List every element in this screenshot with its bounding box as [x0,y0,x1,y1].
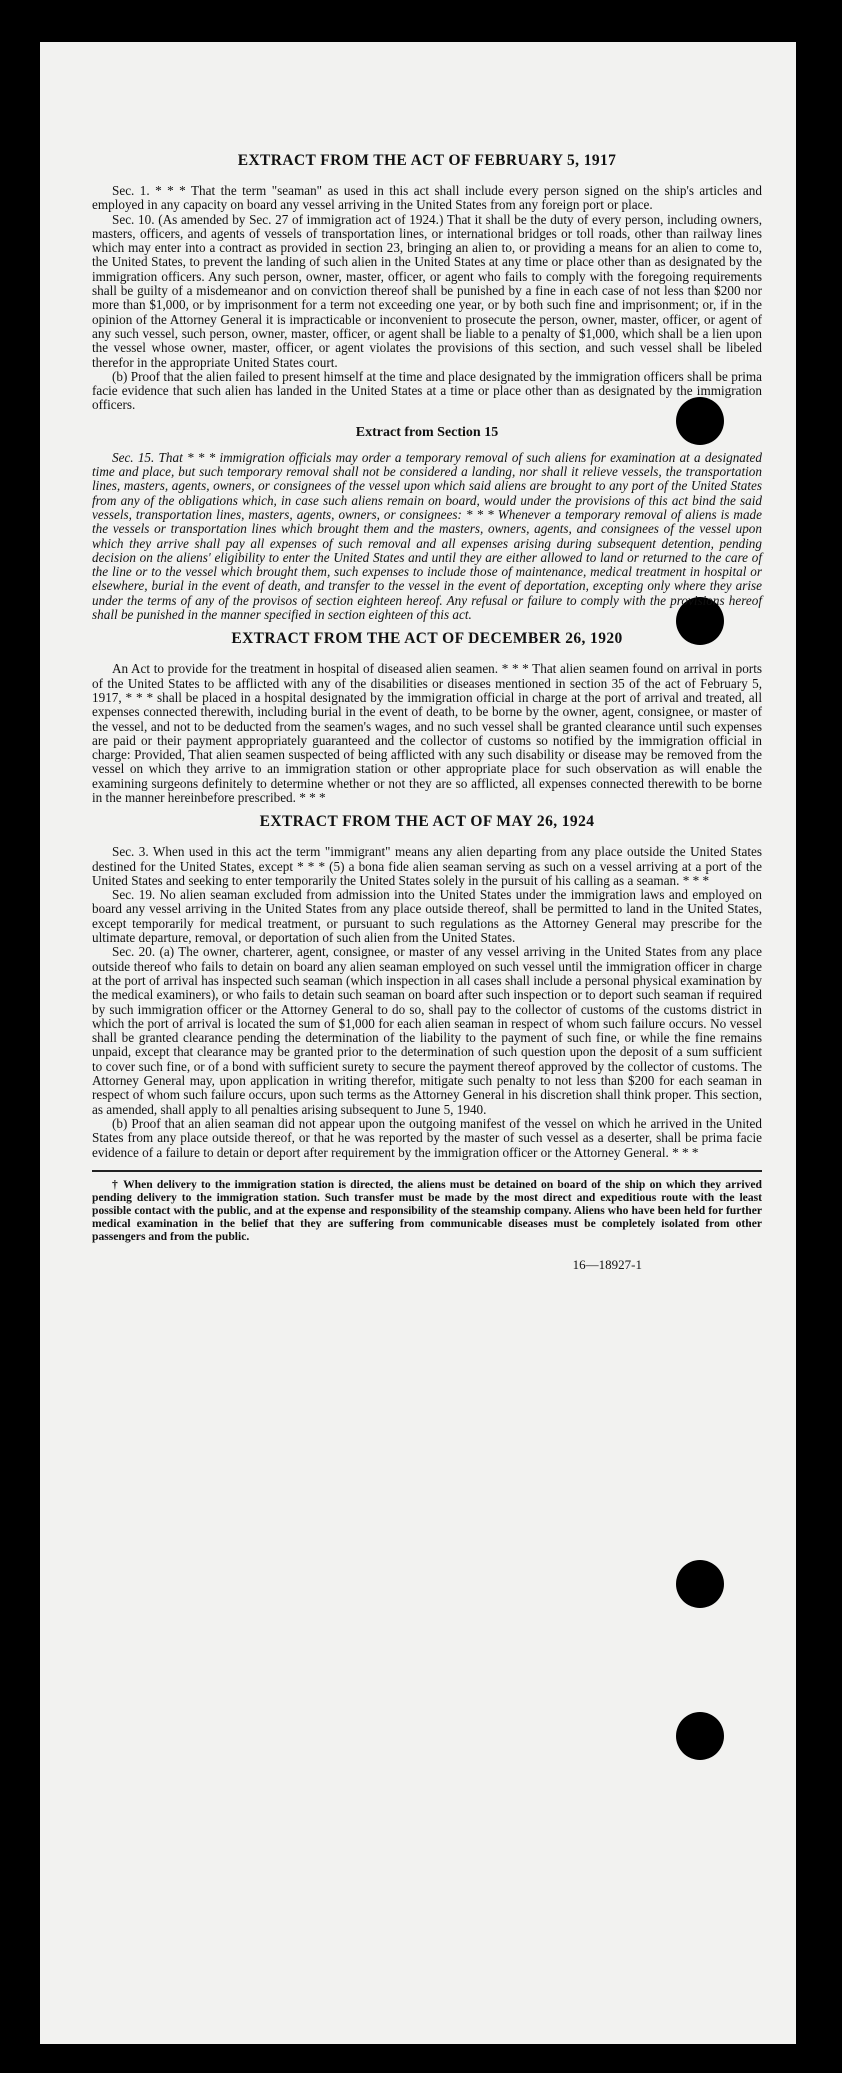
paragraph: Sec. 10. (As amended by Sec. 27 of immigration act of 1924.) That it shall be the duty of every person, including owners, masters, officers, and agents of vessels of transportation lines, or international bridges or toll roads, other than railway lines which may enter into a contract as provided in section 23, bringing an alien to, or providing a means for an alien to come to, the United States, to prevent the landing of such alien in the United States at any time or place other than as designated by the immigration officers. Any such person, owner, master, officer, or agent who fails to comply with the foregoing requirements shall be guilty of a misdemeanor and on conviction thereof shall be punished by a fine in each case of not less than $200 nor more than $1,000, or by imprisonment for a term not exceeding one year, or by both such fine and imprisonment; or, if in the opinion of the Attorney General it is impracticable or inconvenient to prosecute the person, owner, master, officer, or agent of any such vessel, such person, owner, master, officer, or agent shall be liable to a penalty of $1,000, which shall be a lien upon the vessel whose owner, master, officer, or agent violates the provisions of this section, and such vessel shall be libeled therefor in the appropriate United States court. [92,211,762,370]
paragraph: An Act to provide for the treatment in hospital of diseased alien seamen. * * * That alien seamen found on arrival in ports of the United States to be afflicted with any of the disabilities or diseases mentioned in section 35 of the act of February 5, 1917, * * * shall be placed in a hospital designated by the immigration official in charge at the port of arrival and treated, all expenses connected therewith, including burial in the event of death, to be borne by the owner, agent, consignee, or master of the vessel, and not to be deducted from the seamen's wages, and no such vessel shall be granted clearance until such expenses are paid or their payment appropriately guaranteed and the collector of customs so notified by the immigration official in charge: Provided, That alien seamen suspected of being afflicted with any such disability or disease may be removed from the vessel on which they arrive to an immigration station or other appropriate place for such observation as will enable the examining surgeons definitely to determine whether or not they are so afflicted, all expenses connected therewith to be borne in the manner hereinbefore prescribed. * * * [92,661,762,805]
heading-act-1920: EXTRACT FROM THE ACT OF DECEMBER 26, 1920 [231,630,623,648]
paragraph: (b) Proof that the alien failed to present himself at the time and place designated by the immigration officers shall be prima facie evidence that such alien has landed in the United States at a time or place other than as designated by the immigration officers. [92,368,762,413]
paragraph: (b) Proof that an alien seaman did not appear upon the outgoing manifest of the vessel on which he arrived in the United States from any place outside thereof, or that he was reported by the master of such vessel as a deserter, shall be prima facie evidence of a failure to detain or deport after requirement by the immigration officer or the Attorney General. * * * [92,1115,762,1160]
heading-act-1924: EXTRACT FROM THE ACT OF MAY 26, 1924 [259,813,595,831]
punch-hole-4 [676,1712,724,1760]
footnote: † When delivery to the immigration station is directed, the aliens must be detained on board of the ship on which they arrived pending delivery to the immigration station. Such transfer must be made by the most direct and expeditious route with the least possible contact with the public, and at the expense and responsibility of the steamship company. Aliens who have been held for further medical examination in the belief that they are suffering from communicable diseases must be completely isolated from other passengers and from the public. [92,1177,762,1243]
punch-hole-3 [676,1560,724,1608]
paragraph: Sec. 20. (a) The owner, charterer, agent, consignee, or master of any vessel arriving in the United States from any place outside thereof who fails to detain on board any alien seaman employed on such vessel until the immigration officer in charge at the port of arrival has inspected such seaman (which inspection in all cases shall include a personal physical examination by the medical examiners), or who fails to detain such seaman on board after such inspection or to deport such seaman if required by such immigration officer or the Attorney General to do so, shall pay to the collector of customs of the customs district in which the port of arrival is located the sum of $1,000 for each alien seaman in respect of whom such failure occurs. No vessel shall be granted clearance pending the determination of the liability to the payment of such fine, or while the fine remains unpaid, except that clearance may be granted prior to the determination of such question upon the deposit of a sum sufficient to cover such fine, or of a bond with sufficient surety to secure the payment thereof approved by the collector of customs. The Attorney General may, upon application in writing therefor, mitigate such penalty to not less than $200 for each seaman in respect of whom such failure occurs, upon such terms as the Attorney General in his discretion shall think proper. This section, as amended, shall apply to all penalties arising subsequent to June 5, 1940. [92,944,762,1117]
heading-section-15: Extract from Section 15 [355,424,499,440]
heading-act-1917: EXTRACT FROM THE ACT OF FEBRUARY 5, 1917 [237,152,617,169]
form-code: 16—18927-1 [572,1256,642,1272]
footnote-divider [92,1170,762,1172]
document-body [92,152,762,1273]
paragraph: Sec. 19. No alien seaman excluded from admission into the United States under the immigration laws and employed on board any vessel arriving in the United States from any place outside thereof, shall be permitted to land in the United States, except temporarily for medical treatment, or pursuant to such regulations as the Attorney General may prescribe for the ultimate departure, removal, or deportation of such alien from the United States. [92,887,762,946]
document-page [40,42,796,2044]
paragraph: Sec. 1. * * * That the term "seaman" as used in this act shall include every person signed on the ship's articles and employed in any capacity on board any vessel arriving in the United States from any foreign port or place. [92,183,762,213]
paragraph-italic: Sec. 15. That * * * immigration officials may order a temporary removal of such aliens for examination at a designated time and place, but such temporary removal shall not be considered a landing, nor shall it relieve vessels, the transportation lines, masters, agents, owners, or consignees of the vessel upon which said aliens are brought to any port of the United States from any of the obligations which, in case such aliens remain on board, would under the provisions of this act bind the said vessels, transportation lines, masters, agents, owners, or consignees: * * * Whenever a temporary removal of aliens is made the vessels or transportation lines which brought them and the masters, owners, agents, and consignees of the vessel upon which they arrive shall pay all expenses of such removal and all expenses arising during subsequent detention, pending decision on the aliens' eligibility to enter the United States and until they are either allowed to land or returned to the care of the line or to the vessel which brought them, such expenses to include those of maintenance, medical treatment in hospital or elsewhere, burial in the event of death, and transfer to the vessel in the event of deportation, excepting only where they arise under the terms of any of the provisos of section eighteen hereof. Any refusal or failure to comply with the provisions hereof shall be punished in the manner specified in section eighteen of this act. [92,449,762,623]
paragraph: Sec. 3. When used in this act the term "immigrant" means any alien departing from any place outside the United States destined for the United States, except * * * (5) a bona fide alien seaman serving as such on a vessel arriving at a port of the United States and seeking to enter temporarily the United States solely in the pursuit of his calling as a seaman. * * * [92,844,762,888]
